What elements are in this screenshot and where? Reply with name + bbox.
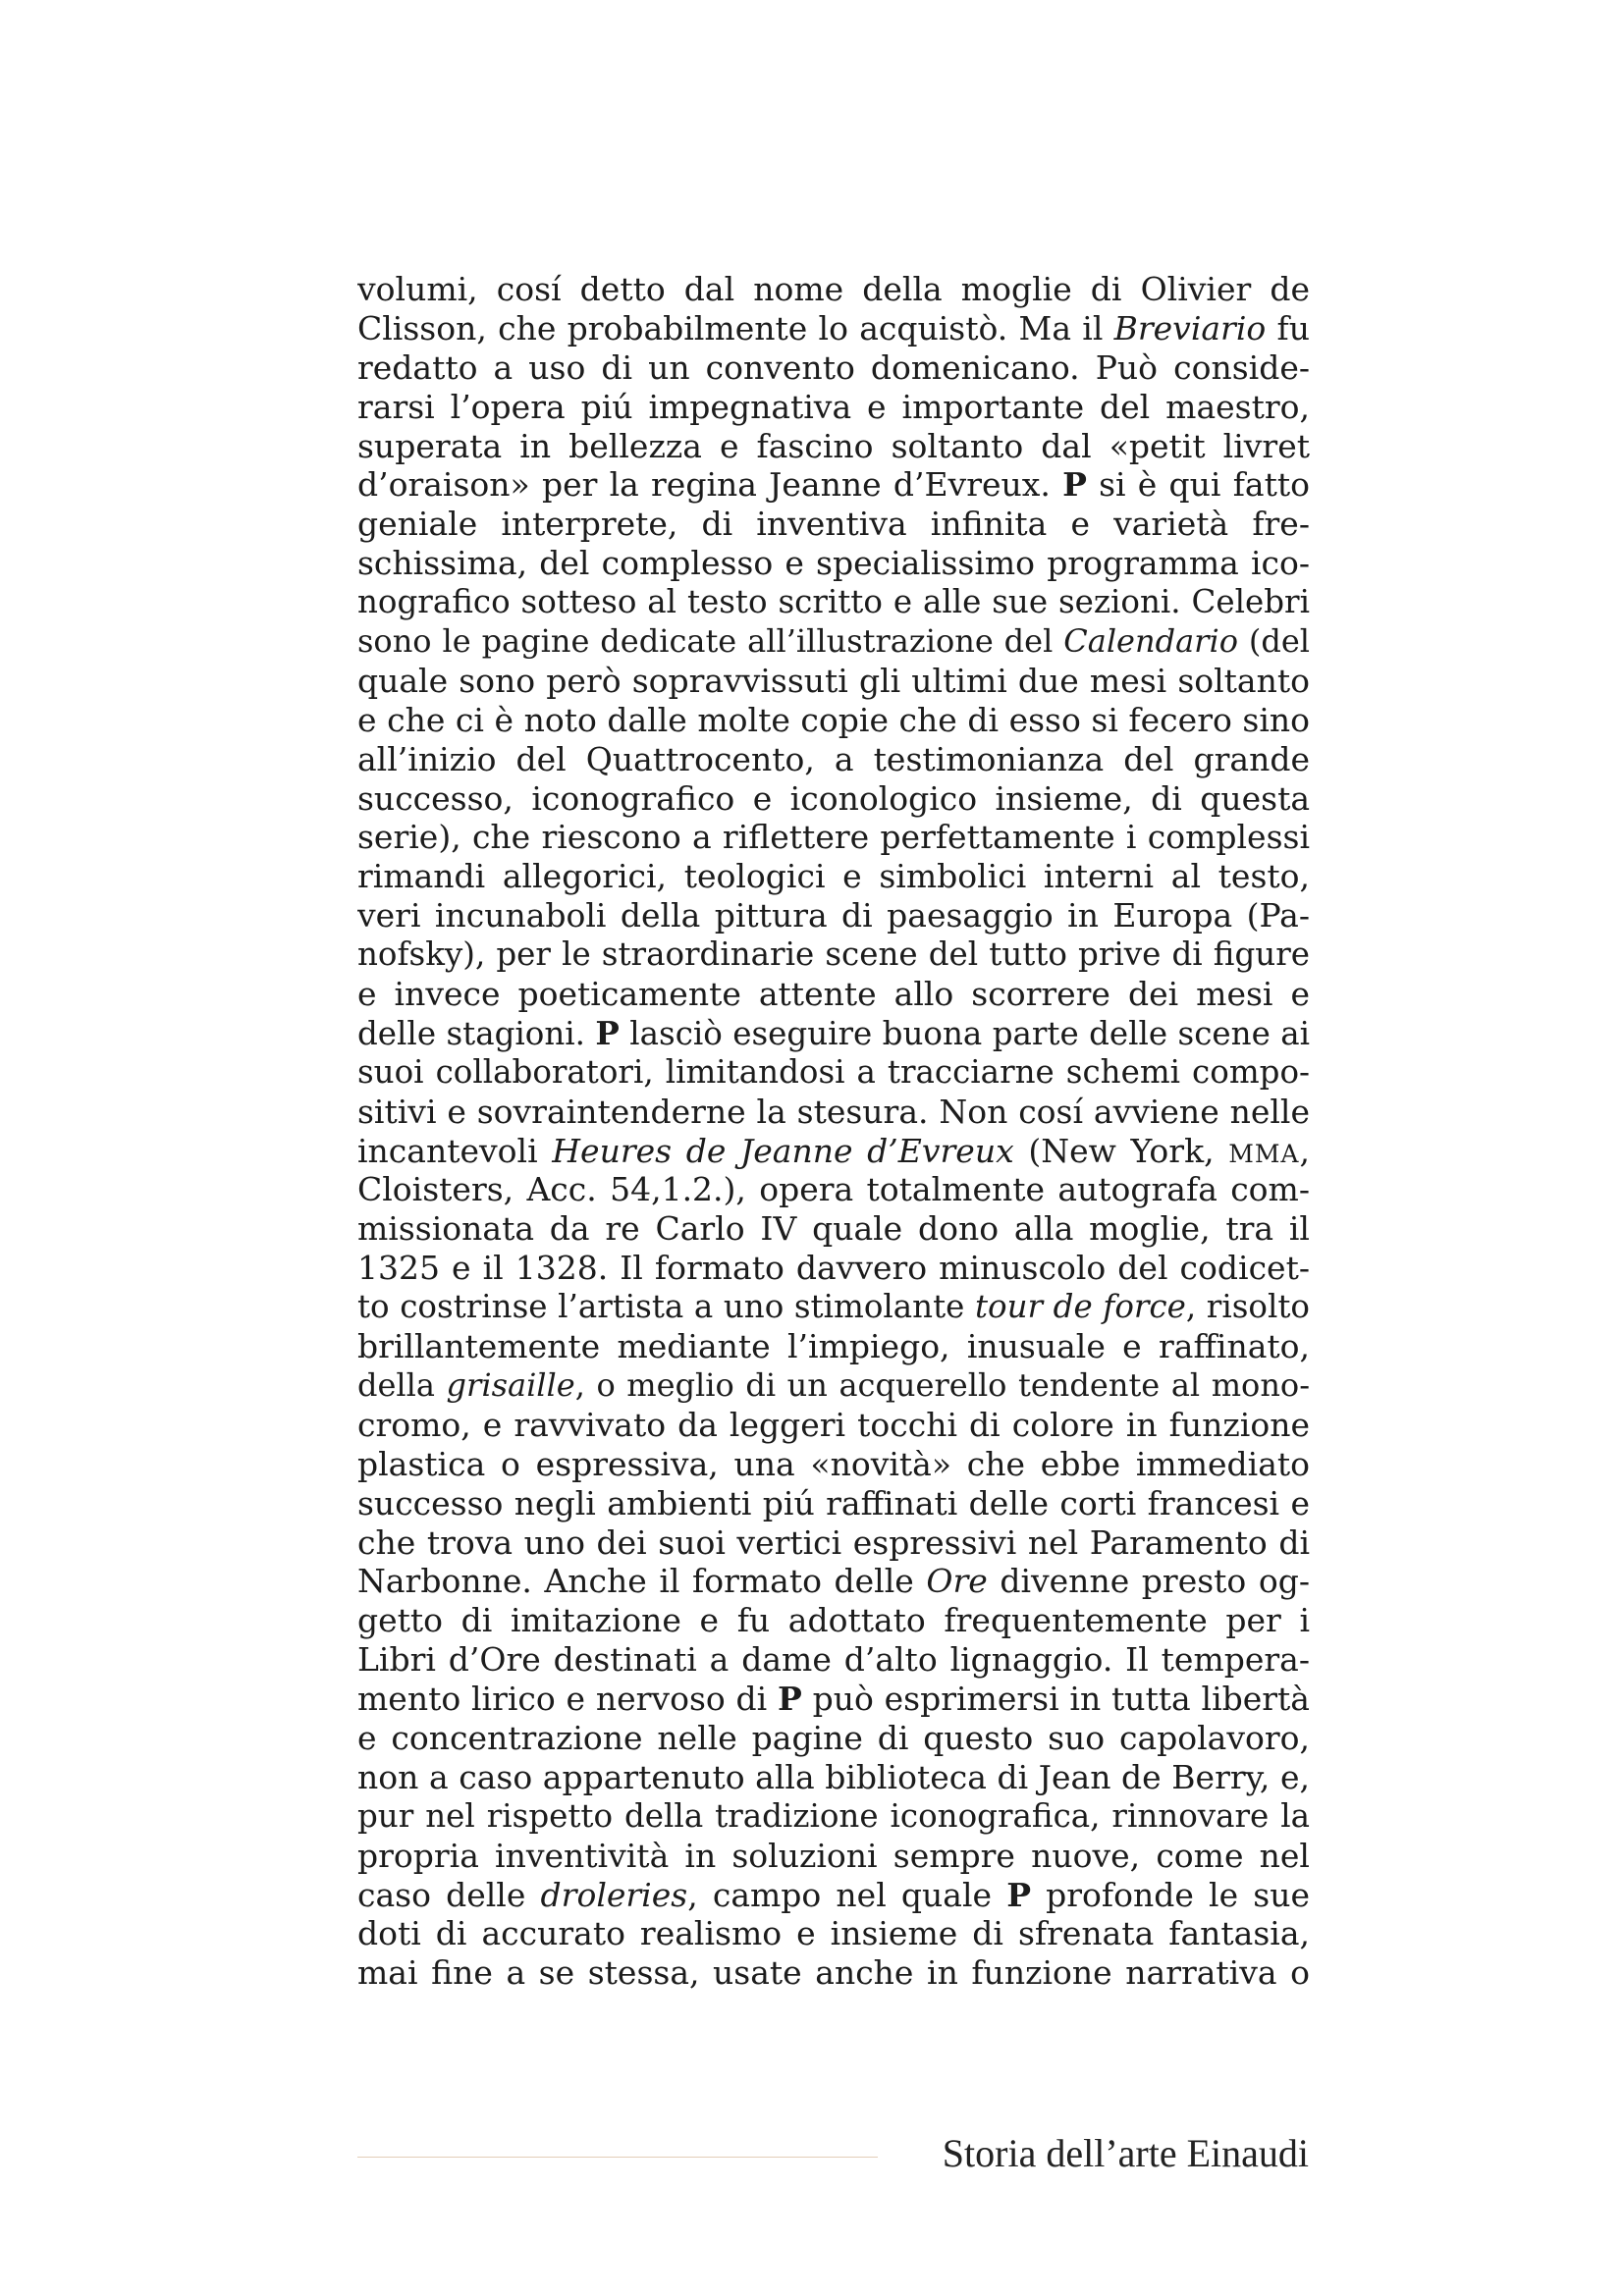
text-line: superata in bellezza e fascino soltanto dal «petit livret xyxy=(357,426,1310,465)
text-line: incantevoli Heures de Jeanne d’Evreux (New York, MMA, xyxy=(357,1131,1310,1170)
text-line: che trova uno dei suoi vertici espressivi nel Paramento di xyxy=(357,1522,1310,1562)
text-line: delle stagioni. P lasciò eseguire buona parte delle scene ai xyxy=(357,1013,1310,1052)
text-line: caso delle droleries, campo nel quale P profonde le sue xyxy=(357,1875,1310,1914)
text-line: Cloisters, Acc. 54,1.2.), opera totalmente autografa com- xyxy=(357,1170,1310,1209)
text-line: rarsi l’opera piú impegnativa e importante del maestro, xyxy=(357,387,1310,426)
text-line: pur nel rispetto della tradizione iconografica, rinnovare la xyxy=(357,1796,1310,1835)
text-line: nofsky), per le straordinarie scene del tutto prive di figure xyxy=(357,935,1310,974)
text-line: cromo, e ravvivato da leggeri tocchi di colore in funzione xyxy=(357,1405,1310,1444)
text-line: non a caso appartenuto alla biblioteca di Jean de Berry, e, xyxy=(357,1757,1310,1796)
text-line: serie), che riescono a riflettere perfettamente i complessi xyxy=(357,818,1310,857)
text-line: veri incunaboli della pittura di paesaggio in Europa (Pa- xyxy=(357,896,1310,935)
text-line: 1325 e il 1328. Il formato davvero minuscolo del codicet- xyxy=(357,1249,1310,1288)
text-line: rimandi allegorici, teologici e simbolici interni al testo, xyxy=(357,857,1310,896)
footer-series-title: Storia dell’arte Einaudi xyxy=(942,2131,1309,2175)
text-line: doti di accurato realismo e insieme di sfrenata fantasia, xyxy=(357,1914,1310,1953)
text-line: mai fine a se stessa, usate anche in funzione narrativa o xyxy=(357,1953,1310,1993)
text-line: suoi collaboratori, limitandosi a tracciarne schemi compo- xyxy=(357,1052,1310,1091)
text-line: geniale interprete, di inventiva infinita e varietà fre- xyxy=(357,505,1310,544)
text-line: d’oraison» per la regina Jeanne d’Evreux. P si è qui fatto xyxy=(357,465,1310,505)
text-line: brillantemente mediante l’impiego, inusuale e raffinato, xyxy=(357,1327,1310,1366)
text-line: all’inizio del Quattrocento, a testimonianza del grande xyxy=(357,739,1310,778)
text-line: e concentrazione nelle pagine di questo suo capolavoro, xyxy=(357,1718,1310,1757)
text-line: sitivi e sovraintenderne la stesura. Non cosí avviene nelle xyxy=(357,1092,1310,1131)
text-line: Clisson, che probabilmente lo acquistò. Ma il Breviario fu xyxy=(357,308,1310,347)
text-line: Narbonne. Anche il formato delle Ore divenne presto og- xyxy=(357,1562,1310,1601)
footer-rule xyxy=(357,2157,878,2158)
text-line: e che ci è noto dalle molte copie che di esso si fecero sino xyxy=(357,700,1310,739)
text-line: schissima, del complesso e specialissimo programma ico- xyxy=(357,544,1310,583)
text-line: successo negli ambienti piú raffinati delle corti francesi e xyxy=(357,1483,1310,1522)
text-line: mento lirico e nervoso di P può esprimersi in tutta libertà xyxy=(357,1680,1310,1719)
body-text xyxy=(357,270,1310,1993)
text-line: della grisaille, o meglio di un acquerello tendente al mono- xyxy=(357,1365,1310,1404)
text-line: Libri d’Ore destinati a dame d’alto lignaggio. Il tempera- xyxy=(357,1640,1310,1680)
text-line: quale sono però sopravvissuti gli ultimi due mesi soltanto xyxy=(357,661,1310,700)
text-line: volumi, cosí detto dal nome della moglie di Olivier de xyxy=(357,270,1310,308)
text-line: propria inventività in soluzioni sempre nuove, come nel xyxy=(357,1836,1310,1875)
text-line: e invece poeticamente attente allo scorrere dei mesi e xyxy=(357,975,1310,1014)
text-line: to costrinse l’artista a uno stimolante tour de force, risolto xyxy=(357,1288,1310,1326)
text-line: sono le pagine dedicate all’illustrazione del Calendario (del xyxy=(357,622,1310,661)
text-line: redatto a uso di un convento domenicano. Può conside- xyxy=(357,347,1310,387)
text-line: nografico sotteso al testo scritto e alle sue sezioni. Celebri xyxy=(357,583,1310,621)
text-line: plastica o espressiva, una «novità» che ebbe immediato xyxy=(357,1444,1310,1483)
text-line: successo, iconografico e iconologico insieme, di questa xyxy=(357,778,1310,818)
text-line: missionata da re Carlo IV quale dono alla moglie, tra il xyxy=(357,1209,1310,1249)
text-line: getto di imitazione e fu adottato frequentemente per i xyxy=(357,1601,1310,1640)
